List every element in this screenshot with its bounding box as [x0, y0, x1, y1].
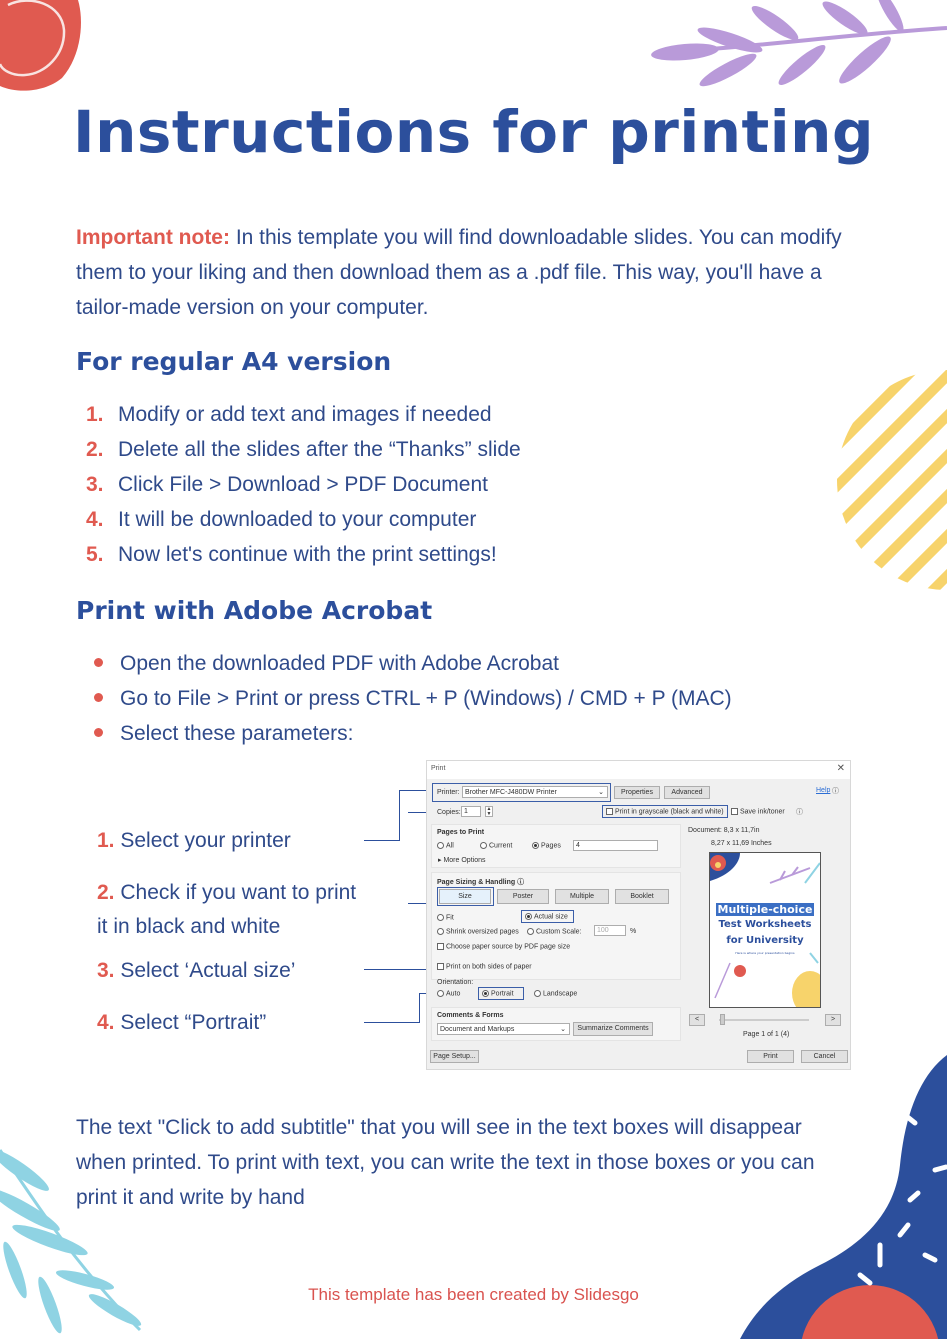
copies-input[interactable]: 1 [461, 806, 481, 817]
page-title: Instructions for printing [73, 98, 874, 166]
connector-line-portrait [364, 993, 420, 1023]
list-item: 1. Modify or add text and images if needed [86, 403, 492, 426]
radio-fit[interactable]: Fit [437, 914, 454, 921]
advanced-button[interactable]: Advanced [664, 786, 710, 799]
percent-label: % [630, 928, 637, 935]
radio-all[interactable]: All [437, 842, 454, 849]
preview-title-line2: Test Worksheets [718, 919, 812, 930]
comments-select[interactable]: Document and Markups ⌄ [437, 1023, 570, 1035]
step-select-printer: 1. Select your printer [97, 829, 291, 852]
list-item: 2. Delete all the slides after the “Thanks” slide [86, 438, 521, 461]
page-slider[interactable] [719, 1019, 809, 1021]
radio-portrait[interactable]: Portrait [482, 990, 514, 997]
step-actual-size: 3. Select ‘Actual size’ [97, 959, 296, 982]
printer-label: Printer: [437, 789, 460, 796]
preview-title-line1: Multiple-choice [717, 903, 813, 916]
grayscale-checkbox[interactable]: Print in grayscale (black and white) [606, 808, 724, 815]
preview-subtitle: Here is where your presentation begins [735, 951, 795, 955]
comments-forms-heading: Comments & Forms [437, 1012, 504, 1019]
printer-highlight [432, 783, 611, 802]
info-icon: ⓘ [796, 809, 803, 816]
lavender-branch-decoration [640, 0, 947, 95]
a4-section-heading: For regular A4 version [76, 347, 392, 376]
properties-button[interactable]: Properties [614, 786, 660, 799]
close-icon[interactable]: ✕ [836, 763, 845, 774]
cancel-button[interactable]: Cancel [801, 1050, 848, 1063]
help-link[interactable]: Help [816, 787, 831, 794]
chevron-down-icon: ⌄ [560, 1026, 566, 1033]
radio-current[interactable]: Current [480, 842, 512, 849]
summarize-comments-button[interactable]: Summarize Comments [573, 1022, 653, 1036]
radio-shrink[interactable]: Shrink oversized pages [437, 928, 519, 935]
paper-source-checkbox[interactable]: Choose paper source by PDF page size [437, 943, 570, 950]
save-ink-checkbox[interactable]: Save ink/toner [731, 808, 785, 815]
bullet-icon [94, 658, 103, 667]
poster-button[interactable]: Poster [497, 889, 549, 904]
document-size-label: Document: 8,3 x 11,7in [688, 827, 760, 834]
orientation-label: Orientation: [437, 979, 474, 986]
scale-input[interactable]: 100 [594, 925, 626, 936]
list-item: Select these parameters: [94, 716, 732, 751]
list-item: 3. Click File > Download > PDF Document [86, 473, 488, 496]
preview-title-line3: for University [726, 935, 804, 946]
dialog-titlebar [427, 761, 850, 779]
help-icon[interactable]: ⓘ [832, 788, 839, 795]
size-highlight [437, 887, 494, 906]
outro-paragraph: The text "Click to add subtitle" that you will see in the text boxes will disappear when printed. To print with text, you can write the text in those boxes or you can print it and write by hand [76, 1116, 815, 1209]
list-item: Open the downloaded PDF with Adobe Acrobat [94, 646, 732, 681]
connector-line-printer [364, 790, 400, 841]
intro-text: In this template you will find downloadable slides. You can modify them to your liking and then download them as a .pdf file. This way, you'll have a tailor-made version on your computer. [76, 226, 842, 319]
important-note-label: Important note: [76, 226, 230, 249]
page-slider-thumb[interactable] [720, 1014, 725, 1025]
pages-input[interactable]: 4 [573, 840, 658, 851]
footer-credit: This template has been created by Slidesgo [308, 1285, 639, 1304]
page-preview [709, 852, 821, 1008]
list-item: Go to File > Print or press CTRL + P (Windows) / CMD + P (MAC) [94, 681, 732, 716]
step-grayscale: 2. Check if you want to print it in black and white [97, 881, 357, 938]
acrobat-section-heading: Print with Adobe Acrobat [76, 596, 433, 625]
yellow-striped-circle-decoration [835, 368, 947, 593]
radio-custom-scale[interactable]: Custom Scale: [527, 928, 582, 935]
size-button[interactable]: Size [439, 889, 491, 904]
both-sides-checkbox[interactable]: Print on both sides of paper [437, 963, 532, 970]
copies-stepper[interactable]: ▲ ▼ [486, 806, 492, 817]
multiple-button[interactable]: Multiple [555, 889, 609, 904]
bullet-icon [94, 693, 103, 702]
page-sizing-heading: Page Sizing & Handling ⓘ [437, 879, 525, 886]
step-portrait: 4. Select “Portrait” [97, 1011, 267, 1034]
radio-pages[interactable]: Pages [532, 842, 561, 849]
red-blob-decoration [0, 0, 90, 95]
pages-to-print-heading: Pages to Print [437, 829, 485, 836]
print-dialog [426, 760, 851, 1070]
prev-page-button[interactable]: < [689, 1014, 705, 1026]
acrobat-steps-list [94, 646, 732, 751]
list-item: 4. It will be downloaded to your computer [86, 508, 477, 531]
copies-label: Copies: [437, 809, 461, 816]
list-item: 5. Now let's continue with the print settings! [86, 543, 497, 566]
dialog-title: Print [431, 765, 446, 772]
booklet-button[interactable]: Booklet [615, 889, 669, 904]
intro-paragraph [76, 220, 876, 325]
bullet-icon [94, 728, 103, 737]
radio-auto[interactable]: Auto [437, 990, 460, 997]
page-setup-button[interactable]: Page Setup... [430, 1050, 479, 1063]
paper-size-label: 8,27 x 11,69 Inches [711, 840, 772, 847]
print-button[interactable]: Print [747, 1050, 794, 1063]
more-options-toggle[interactable]: ▸ More Options [438, 857, 486, 864]
a4-steps-list [86, 397, 521, 572]
page-counter: Page 1 of 1 (4) [743, 1031, 790, 1038]
radio-actual-size[interactable]: Actual size [525, 913, 568, 920]
chevron-down-icon: ⌄ [598, 789, 604, 796]
radio-landscape[interactable]: Landscape [534, 990, 577, 997]
next-page-button[interactable]: > [825, 1014, 841, 1026]
printer-select[interactable]: Brother MFC-J480DW Printer ⌄ [462, 786, 608, 798]
